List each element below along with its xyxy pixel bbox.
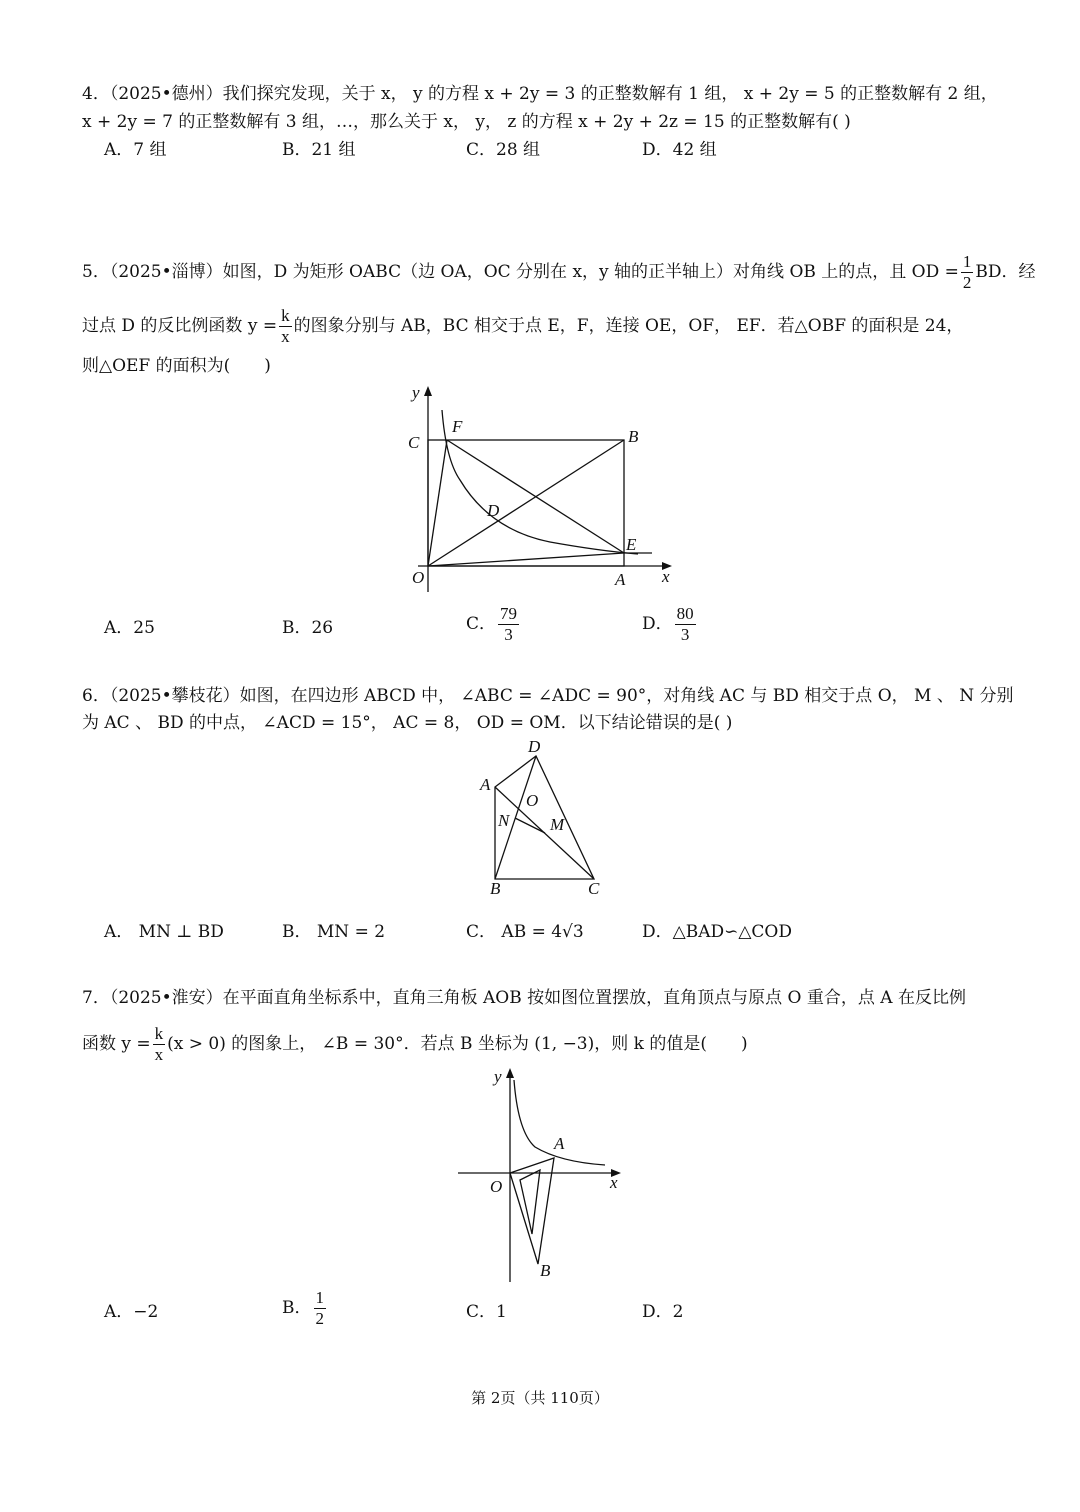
q5-fraction-k-over-x bbox=[279, 306, 292, 347]
q4-line-2: x + 2y = 7 的正整数解有 3 组，…，那么关于 x， y， z 的方程 x + 2y + 2z = 15 的正整数解有( ) bbox=[82, 112, 851, 132]
q6-option-b[interactable]: B． MN = 2 bbox=[282, 922, 386, 942]
q5-line-2 bbox=[82, 306, 963, 347]
q5-option-c-den: 3 bbox=[504, 625, 513, 644]
q4-option-b[interactable]: B．21 组 bbox=[282, 140, 356, 160]
q7-fraction-k-over-x bbox=[153, 1024, 166, 1065]
q5-option-c-fraction bbox=[498, 604, 519, 645]
q7-label-y: y bbox=[494, 1067, 502, 1086]
q5-label-c: C bbox=[408, 433, 420, 452]
q6-label-c: C bbox=[588, 879, 600, 898]
q7-option-b-den: 2 bbox=[315, 1309, 324, 1328]
q5-line-1-a: 5．（2025•淄博）如图，D 为矩形 OABC（边 OA，OC 分别在 x，y 轴的正半轴上）对角线 OB 上的点，且 OD = bbox=[82, 262, 959, 282]
q5-frac-x: x bbox=[281, 327, 290, 346]
q5-option-d-den: 3 bbox=[680, 625, 690, 644]
q7-option-d[interactable]: D．2 bbox=[642, 1302, 684, 1322]
q7-option-b-label: B． bbox=[282, 1298, 312, 1318]
q6-option-a[interactable]: A． MN ⊥ BD bbox=[104, 922, 224, 942]
q4-option-a[interactable]: A．7 组 bbox=[104, 140, 167, 160]
q5-line-1-b: BD．经 bbox=[975, 262, 1036, 282]
q6-line-1: 6．（2025•攀枝花）如图，在四边形 ABCD 中， ∠ABC = ∠ADC = 90°，对角线 AC 与 BD 相交于点 O， M 、 N 分别 bbox=[82, 686, 1014, 706]
q5-frac-k: k bbox=[281, 306, 290, 325]
q7-option-b-num: 1 bbox=[315, 1288, 324, 1307]
q7-y-arrow bbox=[506, 1068, 514, 1078]
q7-frac-x: x bbox=[154, 1045, 164, 1064]
q4-option-d[interactable]: D．42 组 bbox=[642, 140, 717, 160]
q5-y-arrow bbox=[424, 386, 432, 396]
q5-line-of bbox=[428, 440, 447, 566]
q5-figure bbox=[400, 380, 690, 595]
q7-line-2-a: 函数 y = bbox=[82, 1034, 151, 1054]
q5-label-b: B bbox=[628, 427, 639, 446]
q5-option-d-label: D． bbox=[642, 614, 673, 634]
q5-line-2-b: 的图象分别与 AB，BC 相交于点 E，F，连接 OE，OF， EF．若△OBF 的面积是 24， bbox=[293, 316, 964, 336]
q5-label-a: A bbox=[615, 570, 626, 589]
q6-label-o: O bbox=[526, 791, 539, 810]
q7-figure bbox=[450, 1062, 630, 1284]
q6-label-b: B bbox=[490, 879, 501, 898]
q6-option-d[interactable]: D．△BAD∽△COD bbox=[642, 922, 792, 942]
q6-quadrilateral-abcd bbox=[495, 756, 594, 879]
q5-option-c-num: 79 bbox=[500, 604, 518, 623]
page-footer: 第 2页（共 110页） bbox=[471, 1389, 609, 1407]
q5-option-b[interactable]: B．26 bbox=[282, 618, 334, 638]
q5-option-d-num: 80 bbox=[676, 604, 694, 623]
q7-frac-k: k bbox=[154, 1024, 164, 1043]
q7-line-2-b: (x > 0) 的图象上， ∠B = 30°．若点 B 坐标为 (1, −3)，则 k 的值是( ) bbox=[167, 1034, 748, 1054]
q6-figure bbox=[470, 738, 610, 900]
q5-label-d: D bbox=[487, 501, 500, 520]
q7-label-a: A bbox=[554, 1134, 565, 1153]
q5-frac-half-num: 1 bbox=[962, 252, 972, 271]
q5-option-d-fraction bbox=[675, 604, 696, 645]
q7-label-o: O bbox=[490, 1177, 503, 1196]
q6-label-d: D bbox=[528, 738, 541, 756]
q5-label-e: E bbox=[626, 535, 637, 554]
q5-hyperbola-curve bbox=[442, 410, 638, 554]
q5-option-c[interactable] bbox=[466, 604, 521, 645]
q5-line-ob bbox=[428, 440, 624, 566]
q5-line-1 bbox=[82, 252, 1036, 293]
q4-line-1: 4．（2025•德州）我们探究发现，关于 x， y 的方程 x + 2y = 3 的正整数解有 1 组， x + 2y = 5 的正整数解有 2 组， bbox=[82, 84, 998, 104]
q5-line-3: 则△OEF 的面积为( ) bbox=[82, 356, 271, 376]
q5-line-2-a: 过点 D 的反比例函数 y = bbox=[82, 316, 278, 336]
q7-line-1: 7．（2025•淮安）在平面直角坐标系中，直角三角板 AOB 按如图位置摆放，直角顶点与原点 O 重合，点 A 在反比例 bbox=[82, 988, 966, 1008]
q7-triangle-inner bbox=[520, 1170, 540, 1234]
q6-label-a: A bbox=[480, 775, 491, 794]
q7-label-x: x bbox=[610, 1173, 618, 1192]
q5-frac-half-den: 2 bbox=[962, 273, 972, 292]
q5-option-c-label: C． bbox=[466, 614, 497, 634]
q7-option-c[interactable]: C．1 bbox=[466, 1302, 507, 1322]
q5-option-a[interactable]: A．25 bbox=[104, 618, 155, 638]
q5-line-oe bbox=[428, 553, 624, 566]
q7-label-b: B bbox=[540, 1261, 551, 1280]
q7-option-b-fraction bbox=[314, 1288, 327, 1329]
q7-option-b[interactable] bbox=[282, 1288, 328, 1329]
q5-label-o: O bbox=[412, 568, 425, 587]
q5-label-x: x bbox=[662, 567, 670, 586]
q6-option-c[interactable]: C． AB = 4√3 bbox=[466, 922, 584, 942]
q5-label-y: y bbox=[412, 383, 420, 402]
q6-label-n: N bbox=[498, 811, 510, 830]
q6-line-2: 为 AC 、 BD 的中点， ∠ACD = 15°， AC = 8， OD = OM．以下结论错误的是( ) bbox=[82, 713, 733, 733]
q7-line-2 bbox=[82, 1024, 748, 1065]
q7-option-a[interactable]: A．−2 bbox=[104, 1302, 159, 1322]
q4-option-c[interactable]: C．28 组 bbox=[466, 140, 541, 160]
q5-label-f: F bbox=[452, 417, 463, 436]
q5-option-d[interactable] bbox=[642, 604, 698, 645]
q5-fraction-half bbox=[961, 252, 974, 293]
q6-label-m: M bbox=[550, 815, 565, 834]
